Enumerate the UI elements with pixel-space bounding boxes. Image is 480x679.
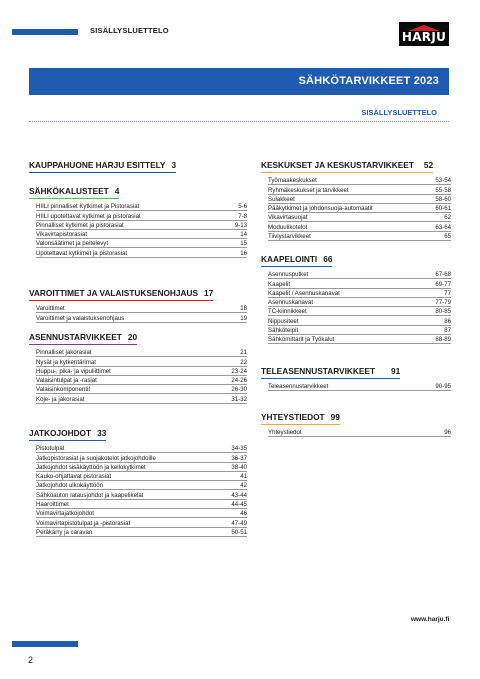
- section-jatkojohdot: [29, 423, 247, 537]
- toc-entry[interactable]: [36, 481, 247, 490]
- toc-entry-label: Työmaakeskukset: [268, 177, 317, 185]
- toc-entry[interactable]: [36, 248, 247, 257]
- toc-entry-label: HIILI pinnalliset Kytkimet ja Pistorasiat: [36, 203, 140, 211]
- section-sahkokalusteet: [29, 181, 247, 258]
- toc-entry-label: Tiiviystarvikkeet: [268, 233, 311, 241]
- toc-entry[interactable]: [36, 472, 247, 481]
- section-heading[interactable]: SÄHKÖKALUSTEET 4: [29, 186, 119, 199]
- toc-entry[interactable]: [268, 270, 451, 279]
- toc-entry[interactable]: [268, 195, 451, 204]
- toc-entry-page: 50-51: [231, 528, 247, 536]
- toc-entry[interactable]: [36, 500, 247, 509]
- section-keskukset: [261, 155, 451, 241]
- toc-entry[interactable]: [268, 232, 451, 241]
- toc-entry-page: 9-13: [234, 221, 247, 229]
- banner-title: SÄHKÖTARVIKKEET 2023: [298, 75, 439, 87]
- website-link[interactable]: www.harju.fi: [411, 616, 450, 623]
- toc-entry[interactable]: [36, 528, 247, 537]
- toc-entry-page: 34-35: [231, 445, 247, 453]
- toc-entry-page: 58-60: [435, 195, 451, 203]
- toc-entry[interactable]: [268, 185, 451, 194]
- toc-entry-label: HIILI upotettavat kytkimet ja pistorasiat: [36, 212, 141, 220]
- toc-entry[interactable]: [36, 385, 247, 394]
- top-accent-bar: [12, 29, 78, 35]
- section-yhteystiedot: [261, 407, 451, 437]
- toc-entry[interactable]: [36, 357, 247, 366]
- toc-entry[interactable]: [36, 394, 247, 403]
- section-heading[interactable]: JATKOJOHDOT 33: [29, 428, 106, 441]
- toc-entry[interactable]: [36, 463, 247, 472]
- toc-entry-page: 21: [240, 349, 247, 357]
- toc-entry-label: Nysät ja kytkentärimat: [36, 358, 96, 366]
- section-heading[interactable]: KESKUKSET JA KESKUSTARVIKKEET 52: [261, 160, 433, 173]
- toc-entry-page: 14: [240, 231, 247, 239]
- toc-entry[interactable]: [36, 304, 247, 313]
- toc-entry[interactable]: [268, 289, 451, 298]
- toc-entry[interactable]: [36, 453, 247, 462]
- toc-entry[interactable]: [36, 367, 247, 376]
- toc-entry-page: 41: [240, 473, 247, 481]
- toc-entry-label: Jatkopistorasiat ja suojakotelot jatkojohdoille: [36, 454, 156, 462]
- toc-entry-page: 87: [444, 327, 451, 335]
- toc-entry-label: Valaisinkomponentit: [36, 386, 91, 394]
- toc-entry-page: 60-61: [435, 205, 451, 213]
- toc-subtitle: SISÄLLYSLUETTELO: [361, 108, 437, 117]
- section-varoittimet: [29, 283, 247, 323]
- toc-entry-label: Ryhmäkeskukset ja tarvikkeet: [268, 186, 349, 194]
- toc-entry-label: Varoittimet ja valaistuksenohjaus: [36, 314, 125, 322]
- toc-entry-label: Asennusputket: [268, 271, 309, 279]
- toc-entry-label: Jatkojohdot ulkokäyttöön: [36, 482, 104, 490]
- toc-entry-page: 36-37: [231, 454, 247, 462]
- toc-entry[interactable]: [36, 211, 247, 220]
- toc-entry-page: 5-6: [238, 203, 247, 211]
- toc-entry-page: 23-24: [231, 367, 247, 375]
- toc-entry-page: 96: [444, 429, 451, 437]
- toc-entry-page: 42: [240, 482, 247, 490]
- toc-entry-page: 67-68: [435, 271, 451, 279]
- toc-entry-page: 18: [240, 305, 247, 313]
- section-heading[interactable]: KAUPPAHUONE HARJU ESITTELY 3: [29, 160, 176, 173]
- toc-entry-page: 22: [240, 358, 247, 366]
- toc-entry-label: Sulakkeet: [268, 195, 295, 203]
- toc-entry-label: Kaapelit / Asennuskanavat: [268, 289, 340, 297]
- toc-entry[interactable]: [268, 382, 451, 391]
- toc-entry-page: 55-58: [435, 186, 451, 194]
- section-heading[interactable]: KAAPELOINTI 66: [261, 254, 332, 267]
- toc-entry-page: 77-79: [435, 299, 451, 307]
- toc-entry-page: 38-40: [231, 463, 247, 471]
- toc-entry-label: Kauko-ohjattavat pistorasiat: [36, 473, 112, 481]
- toc-entry[interactable]: [268, 307, 451, 316]
- toc-entry-label: Valonsäätimet ja peitelevyt: [36, 240, 109, 248]
- toc-entry-page: 43-44: [231, 491, 247, 499]
- logo-text: HARJU: [401, 30, 447, 44]
- toc-entry-label: Koje- ja jakorasiat: [36, 395, 85, 403]
- toc-entry-label: Valaisintulpat ja -rasiat: [36, 377, 97, 385]
- page-number: 2: [28, 655, 34, 665]
- toc-entry[interactable]: [36, 221, 247, 230]
- toc-entry-page: 44-45: [231, 501, 247, 509]
- toc-entry-page: 65: [444, 233, 451, 241]
- toc-entry-page: 24-26: [231, 377, 247, 385]
- toc-entry-label: Jatkojohdot sisäkäyttöön ja kellokytkimet: [36, 463, 146, 471]
- toc-entry-label: Peräkärry ja caravan: [36, 528, 93, 536]
- dotted-divider: [29, 121, 449, 122]
- bottom-accent-bar: [12, 641, 78, 647]
- toc-entry-label: Huppu-, pika- ja vipuliittimet: [36, 367, 111, 375]
- toc-entry[interactable]: [36, 490, 247, 499]
- harju-logo: [399, 22, 449, 46]
- toc-entry-label: Pistotulpat: [36, 445, 65, 453]
- toc-entry-label: Sähkömittarit ja Työkalut: [268, 336, 335, 344]
- section-teleasennus: [261, 361, 451, 391]
- section-asennustarvikkeet: [29, 327, 247, 404]
- toc-entry[interactable]: [36, 509, 247, 518]
- toc-entry-label: Upotettavat kytkimet ja pistorasiat: [36, 249, 128, 257]
- toc-entry-label: Pääkytkimet ja johdonsuoja-automaatit: [268, 205, 373, 213]
- toc-entry-label: Voimavirtapistotulpat ja -pistorasiat: [36, 519, 131, 527]
- toc-entry-page: 62: [444, 214, 451, 222]
- toc-entry-page: 63-64: [435, 223, 451, 231]
- toc-entry-label: Sähköauton latausjohdot ja kaapelikelat: [36, 491, 144, 499]
- toc-entry[interactable]: [268, 279, 451, 288]
- toc-entry[interactable]: [268, 316, 451, 325]
- toc-entry[interactable]: [268, 176, 451, 185]
- toc-entry-label: Yhteystiedot: [268, 429, 302, 437]
- toc-entry-label: TC-kiinnikkeet: [268, 308, 307, 316]
- toc-entry-page: 15: [240, 240, 247, 248]
- toc-entry[interactable]: [268, 222, 451, 231]
- toc-entry-page: 90-95: [435, 383, 451, 391]
- toc-entry-page: 69-77: [435, 280, 451, 288]
- toc-entry-label: Asennuskanavat: [268, 299, 314, 307]
- toc-entry[interactable]: [36, 239, 247, 248]
- toc-entry-label: Vikavirtapistorasiat: [36, 231, 88, 239]
- toc-entry-page: 31-32: [231, 395, 247, 403]
- toc-entry[interactable]: [36, 202, 247, 211]
- toc-entry-label: Teleasennustarvikkeet: [268, 383, 329, 391]
- toc-entry-label: Moduulikotelot: [268, 223, 308, 231]
- toc-entry[interactable]: [36, 230, 247, 239]
- toc-entry[interactable]: [36, 444, 247, 453]
- toc-entry-page: 80-85: [435, 308, 451, 316]
- header-label: SISÄLLYSLUETTELO: [90, 26, 169, 35]
- toc-entry-label: Varoittimet: [36, 305, 65, 313]
- toc-entry[interactable]: [268, 326, 451, 335]
- section-heading[interactable]: VAROITTIMET JA VALAISTUKSENOHJAUS 17: [29, 288, 213, 301]
- toc-entry-label: Pinnalliset kytkimet ja pistorasiat: [36, 221, 124, 229]
- toc-entry-page: 47-49: [231, 519, 247, 527]
- toc-entry-label: Nippusiteet: [268, 317, 299, 325]
- toc-entry-page: 88-89: [435, 336, 451, 344]
- toc-entry[interactable]: [36, 313, 247, 322]
- toc-entry-page: 19: [240, 314, 247, 322]
- toc-entry-label: Vikavirtasuojat: [268, 214, 308, 222]
- toc-entry-page: 7-8: [238, 212, 247, 220]
- toc-entry[interactable]: [268, 298, 451, 307]
- toc-entry-label: Haaroittimet: [36, 501, 69, 509]
- section-kaapelointi: [261, 249, 451, 344]
- toc-entry[interactable]: [268, 213, 451, 222]
- toc-entry[interactable]: [268, 204, 451, 213]
- title-banner: [29, 68, 449, 95]
- toc-entry-page: 26-30: [231, 386, 247, 394]
- section-kauppahuone: [29, 155, 247, 173]
- toc-entry-page: 53-54: [435, 177, 451, 185]
- toc-entry[interactable]: [268, 335, 451, 344]
- toc-entry-label: Sähköteipit: [268, 327, 299, 335]
- toc-entry-page: 77: [444, 289, 451, 297]
- section-heading[interactable]: ASENNUSTARVIKKEET 20: [29, 332, 137, 345]
- toc-entry-page: 86: [444, 317, 451, 325]
- toc-entry[interactable]: [36, 348, 247, 357]
- toc-entry-label: Voimavirtajatkojohdot: [36, 510, 94, 518]
- toc-entry-page: 46: [240, 510, 247, 518]
- toc-entry-page: 16: [240, 249, 247, 257]
- toc-entry-label: Kaapelit: [268, 280, 291, 288]
- toc-entry[interactable]: [36, 518, 247, 527]
- toc-entry[interactable]: [36, 376, 247, 385]
- toc-entry[interactable]: [268, 428, 451, 437]
- section-heading[interactable]: TELEASENNUSTARVIKKEET 91: [261, 366, 400, 379]
- section-heading[interactable]: YHTEYSTIEDOT 99: [261, 412, 340, 425]
- toc-entry-label: Pinnalliset jakorasiat: [36, 349, 92, 357]
